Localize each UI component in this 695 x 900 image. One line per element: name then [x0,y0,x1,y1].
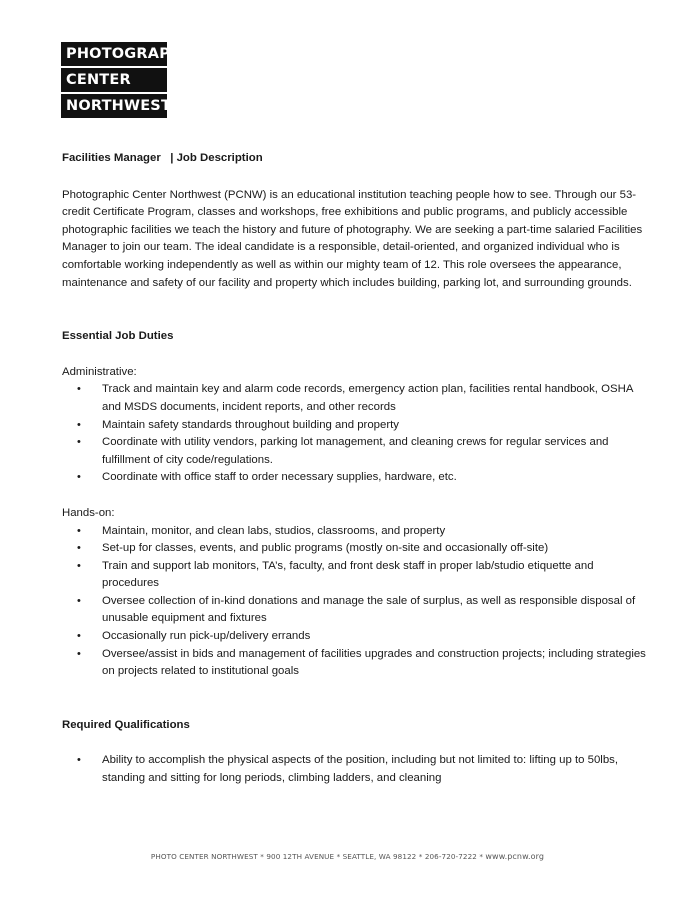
list-item: • Maintain safety standards throughout building and property [100,417,652,435]
list-item: • Coordinate with utility vendors, parking lot management, and cleaning crews for regular services and fulfillment of city code/regulations. [77,436,609,466]
hands-on-list [62,523,652,681]
pcnw-logo [61,42,199,120]
administrative-list [62,381,652,487]
list-item: • Occasionally run pick-up/delivery errands [100,628,652,646]
qualifications-heading: Required Qualifications [62,718,190,731]
duties-heading: Essential Job Duties [62,330,174,343]
bullet-icon: • [77,754,81,767]
bullet-icon: • [77,542,81,555]
bullet-icon: • [77,471,81,484]
logo-line-photographic: PHOTOGRAPHIC [61,42,167,66]
bullet-icon: • [77,559,81,572]
list-item: • Train and support lab monitors, TA’s, faculty, and front desk staff in proper lab/studio etiquette and procedures [77,559,594,590]
list-item: • Oversee/assist in bids and management of facilities upgrades and construction projects; including strategies on projects related to institutional goals [77,647,646,678]
administrative-label: Administrative: [62,365,137,378]
bullet-icon: • [77,524,81,537]
intro-paragraph: Photographic Center Northwest (PCNW) is an educational institution teaching people how to see. Through our 53-credit Certificate Program, classes and workshops, free exhibitions and public programs, and publicly accessible photographic facilities we teach the history and future of photography. We are seeking a part-time salaried Facilities Manager to join our team. The ideal candidate is a responsible, detail-oriented, and organized individual who is comfortable working independently as well as within our mighty team of 12. This role oversees the appearance, maintenance and safety of our facility and property which includes building, parking lot, and surrounding grounds. [62,188,643,289]
bullet-icon: • [77,418,81,431]
footer-address: PHOTO CENTER NORTHWEST * 900 12TH AVENUE * SEATTLE, WA 98122 * 206-720-7222 * [150,852,486,861]
list-item: • Maintain, monitor, and clean labs, studios, classrooms, and property [100,523,652,541]
bullet-icon: • [77,436,81,449]
list-item: • Ability to accomplish the physical aspects of the position, including but not limited to: lifting up to 50lbs, standing and sitting for long periods, climbing ladders, and cleaning [77,754,619,785]
bullet-icon: • [77,594,81,607]
document-body [62,150,652,788]
list-item: • Oversee collection of in-kind donations and manage the sale of surplus, as well as responsible disposal of unusable equipment and fixtures [77,594,636,625]
logo-line-northwest: NORTHWEST [61,94,167,118]
bullet-icon: • [77,630,81,643]
page-footer [0,852,695,861]
list-item: • Coordinate with office staff to order necessary supplies, hardware, etc. [100,469,652,487]
logo-line-center: CENTER [61,68,167,92]
list-item: • Track and maintain key and alarm code records, emergency action plan, facilities rental handbook, OSHA and MSDS documents, incident reports, and other records [77,383,633,413]
hands-on-label: Hands-on: [62,506,115,519]
bullet-icon: • [77,383,81,396]
list-item: • Set-up for classes, events, and public programs (mostly on-site and occasionally off-site) [100,540,652,558]
qualifications-list [62,752,652,787]
document-title: Facilities Manager | Job Description [62,152,263,164]
footer-website-link[interactable]: www.pcnw.org [485,852,545,861]
bullet-icon: • [77,647,81,660]
